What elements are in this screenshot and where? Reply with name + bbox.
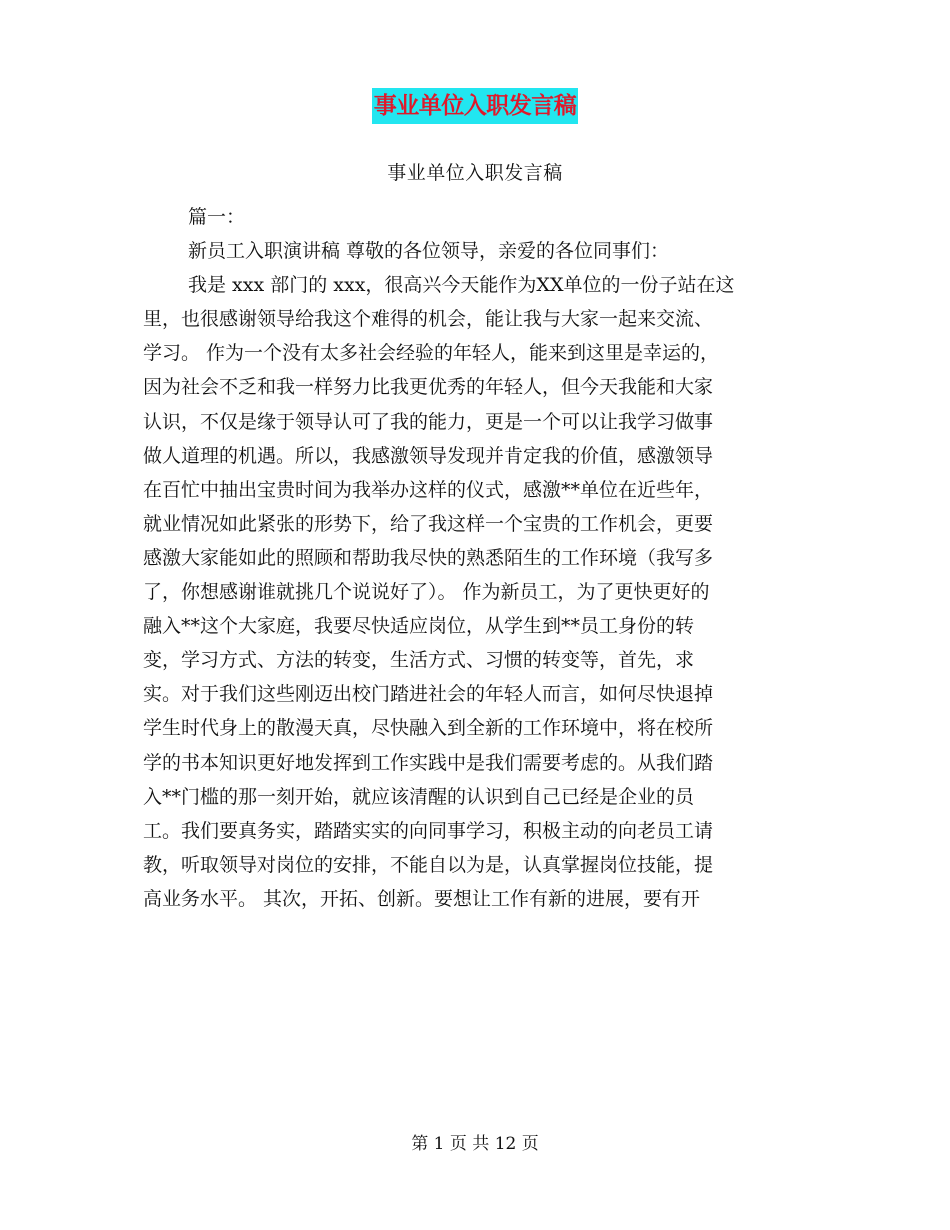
body-line: 工。我们要真务实，踏踏实实的向同事学习，积极主动的向老员工请 bbox=[143, 819, 714, 842]
document-title bbox=[0, 88, 950, 124]
body-line: 教，听取领导对岗位的安排，不能自以为是，认真掌握岗位技能，提 bbox=[143, 853, 714, 876]
body-line: 入**门槛的那一刻开始，就应该清醒的认识到自己已经是企业的员 bbox=[143, 785, 695, 808]
body-line: 新员工入职演讲稿 尊敬的各位领导，亲爱的各位同事们： bbox=[188, 240, 670, 263]
body-line: 在百忙中抽出宝贵时间为我举办这样的仪式，感激**单位在近些年， bbox=[143, 478, 714, 501]
body-line: 认识，不仅是缘于领导认可了我的能力，更是一个可以让我学习做事 bbox=[143, 410, 714, 433]
body-line: 做人道理的机遇。所以，我感激领导发现并肯定我的价值，感激领导 bbox=[143, 444, 714, 467]
body-line: 学生时代身上的散漫天真，尽快融入到全新的工作环境中，将在校所 bbox=[143, 717, 714, 740]
body-line: 感激大家能如此的照顾和帮助我尽快的熟悉陌生的工作环境（我写多 bbox=[143, 546, 714, 569]
body-line: 学的书本知识更好地发挥到工作实践中是我们需要考虑的。从我们踏 bbox=[143, 751, 714, 774]
body-line: 变，学习方式、方法的转变，生活方式、习惯的转变等，首先，求 bbox=[143, 649, 695, 672]
body-line: 篇一： bbox=[188, 206, 246, 228]
page-footer: 第 1 页 共 12 页 bbox=[411, 1134, 539, 1154]
body-line: 实。对于我们这些刚迈出校门踏进社会的年轻人而言，如何尽快退掉 bbox=[143, 683, 714, 706]
document-body bbox=[143, 200, 807, 916]
body-line: 高业务水平。 其次，开拓、创新。要想让工作有新的进展，要有开 bbox=[143, 887, 701, 910]
body-line: 因为社会不乏和我一样努力比我更优秀的年轻人，但今天我能和大家 bbox=[143, 376, 714, 399]
body-line: 我是 xxx 部门的 xxx，很高兴今天能作为XX单位的一份子站在这 bbox=[188, 274, 735, 297]
body-line: 了，你想感谢谁就挑几个说说好了）。 作为新员工，为了更快更好的 bbox=[143, 581, 710, 604]
body-line: 学习。 作为一个没有太多社会经验的年轻人，能来到这里是幸运的， bbox=[143, 342, 720, 365]
body-line: 融入**这个大家庭，我要尽快适应岗位，从学生到**员工身份的转 bbox=[143, 615, 695, 638]
body-line: 里，也很感谢领导给我这个难得的机会，能让我与大家一起来交流、 bbox=[143, 308, 714, 331]
document-subtitle: 事业单位入职发言稿 bbox=[387, 162, 563, 184]
document-title-text: 事业单位入职发言稿 bbox=[372, 88, 579, 124]
body-line: 就业情况如此紧张的形势下，给了我这样一个宝贵的工作机会，更要 bbox=[143, 512, 714, 535]
